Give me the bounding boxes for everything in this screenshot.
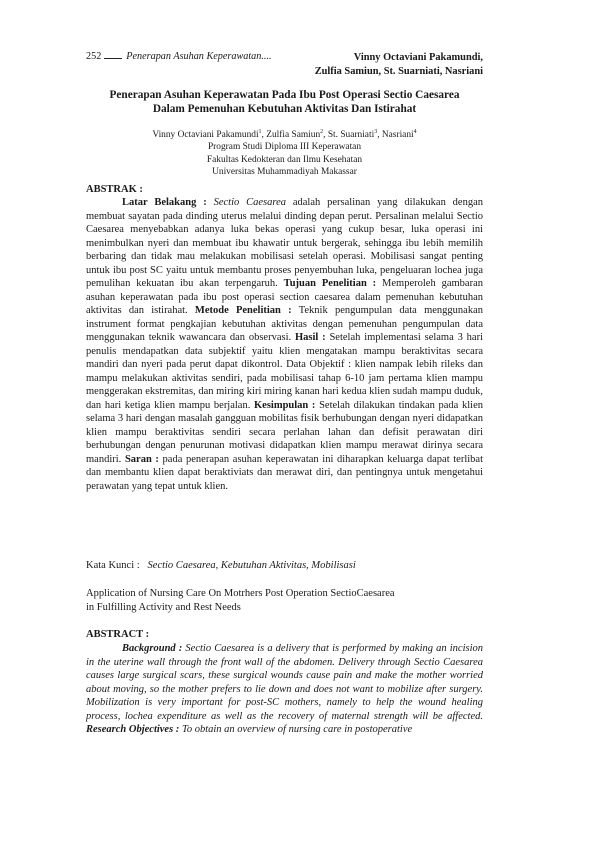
text-kesimpulan: Setelah dilakukan tindakan pada klien selama 3 hari dengan masalah gangguan mobilitas fisik berhubungan dengan nyeri didapatkan klien mampu beraktivitas sendiri secara perlahan lahan dan defisit perawatan diri berhubungan dengan penurunan motivasi didapatkan klien mampu merawat dirinya secara mandiri.: [86, 399, 483, 465]
abstract-heading: ABSTRACT :: [86, 629, 150, 640]
label-research-objectives: Research Objectives :: [86, 724, 180, 735]
english-title-line2: in Fulfilling Activity and Rest Needs: [86, 601, 241, 613]
affiliation-program: Program Studi Diploma III Keperawatan: [207, 142, 362, 153]
label-saran: Saran :: [124, 453, 159, 465]
header-authors-line1: Vinny Octaviani Pakamundi,: [353, 52, 483, 63]
label-tujuan: Tujuan Penelitian :: [283, 278, 377, 289]
author-name: Nasriani: [381, 130, 414, 141]
author-list: Vinny Octaviani Pakamundi$^1$, Zulfia Samiun$^2$, St. Suarniati$^3$, Nasriani$^4$: [152, 129, 417, 141]
text-saran: pada penerapan asuhan keperawatan ini diharapkan keluarga dapat terlibat dan membantu klien dapat beraktiviats dan merawat diri, dan pentingnya untuk mengetahui perawatan yang tepat untuk klien.: [86, 453, 483, 492]
affiliation-university: Universitas Muhammadiyah Makassar: [212, 167, 357, 178]
author-name: Zulfia Samiun: [266, 130, 321, 141]
text-hasil: Setelah implementasi selama 3 hari penulis mendapatkan data subjektif yaitu klien mengatakan mampu beraktivitas secara mandiri dan nyeri pada perut dapat dikontrol. Data Objektif : klien nampak lebih rileks dan mampu melakukan aktivitas sendiri, pada mobilisasi tahap 6-10 jam pertama klien mampu menggerakan ekstremitas, dan miring kiri miring kanan hari kedua klien sudah mampu duduk, dan hari ketiga klien mampu berjalan.: [86, 332, 483, 411]
running-title: Penerapan Asuhan Keperawatan....: [126, 51, 272, 62]
running-header-authors: [315, 51, 483, 79]
label-metode: Metode Penelitian :: [194, 305, 292, 316]
author-name: Vinny Octaviani Pakamundi: [152, 130, 259, 141]
text-tujuan: Memperoleh gambaran asuhan keperawatan pada ibu post operasi section caesarea dalam pemenuhan kebutuhan aktivitas dan istirahat.: [86, 278, 483, 316]
paper-title-line1: Penerapan Asuhan Keperawatan Pada Ibu Post Operasi Sectio Caesarea: [109, 89, 460, 101]
author-affil-mark: 2: [320, 129, 324, 135]
author-affil-mark: 3: [374, 129, 378, 135]
text-research-objectives: To obtain an overview of nursing care in postoperative: [179, 724, 413, 735]
text-background: Sectio Caesarea is a delivery that is performed by making an incision in the uterine wall through the front wall of the abdomen. Delivery through Sectio Caesarea causes large surgical scars, these surgical wounds cause pain and make the mother worried about moving, so the mother prefers to lie down and does not want to mobilize after surgery. Mobilization is very important for post-SC mothers, namely to help the wound healing process, lochea expenditure as well as the recovery of maternal strength will be affected.: [86, 643, 483, 722]
author-affil-mark: 4: [413, 129, 417, 135]
affiliation-faculty: Fakultas Kedokteran dan Ilmu Kesehatan: [206, 154, 363, 165]
header-rule: [104, 58, 122, 59]
keywords-label: Kata Kunci :: [86, 560, 140, 571]
term-sectio-caesarea: Sectio Caesarea: [213, 197, 286, 208]
label-kesimpulan: Kesimpulan :: [254, 399, 316, 411]
english-title: [86, 587, 483, 614]
paper-title: [86, 88, 483, 116]
label-latar-belakang: Latar Belakang :: [122, 197, 207, 208]
keywords: [86, 559, 483, 573]
paper-title-line2: Dalam Pemenuhan Kebutuhan Aktivitas Dan Istirahat: [152, 103, 417, 115]
abstract-paragraph: [86, 642, 483, 737]
english-title-line1: Application of Nursing Care On Motrhers Post Operation SectioCaesarea: [86, 588, 395, 599]
label-hasil: Hasil :: [294, 332, 326, 343]
header-authors-line2: Zulfia Samiun, St. Suarniati, Nasriani: [314, 66, 483, 77]
page-number: 252: [86, 51, 102, 62]
author-name: St. Suarniati: [327, 130, 375, 141]
label-background: Background :: [122, 643, 183, 654]
keywords-value: Sectio Caesarea, Kebutuhan Aktivitas, Mobilisasi: [147, 560, 356, 571]
author-block: [86, 126, 483, 178]
abstrak-heading: ABSTRAK :: [86, 184, 143, 195]
author-affil-mark: 1: [258, 129, 262, 135]
text-latar-belakang: adalah persalinan yang dilakukan dengan membuat sayatan pada dinding uterus melalui dinding depan perut. Persalinan melalui Sectio Caesarea menyebabkan adanya luka bekas operasi yang cukup besar, luka operasi ini menimbulkan nyeri dan membuat ibu khawatir untuk bergerak, sehingga ibu lebih memilih berbaring dan tidak mau melakukan mobilisasi setelah operasi. Mobilisasi sangat penting untuk ibu post SC yaitu untuk membantu proses penyembuhan luka, pengeluaran lochea juga pemulihan kekuatan ibu akan terpengaruh.: [86, 197, 484, 289]
text-metode: Teknik pengumpulan data menggunakan instrument format pengkajian kebutuhan aktivitas dengan pemenuhan pengumpulan data menggunakan teknik wawancara dan observasi.: [86, 305, 483, 343]
abstrak-paragraph: [86, 196, 483, 493]
running-header-left: [86, 51, 272, 62]
